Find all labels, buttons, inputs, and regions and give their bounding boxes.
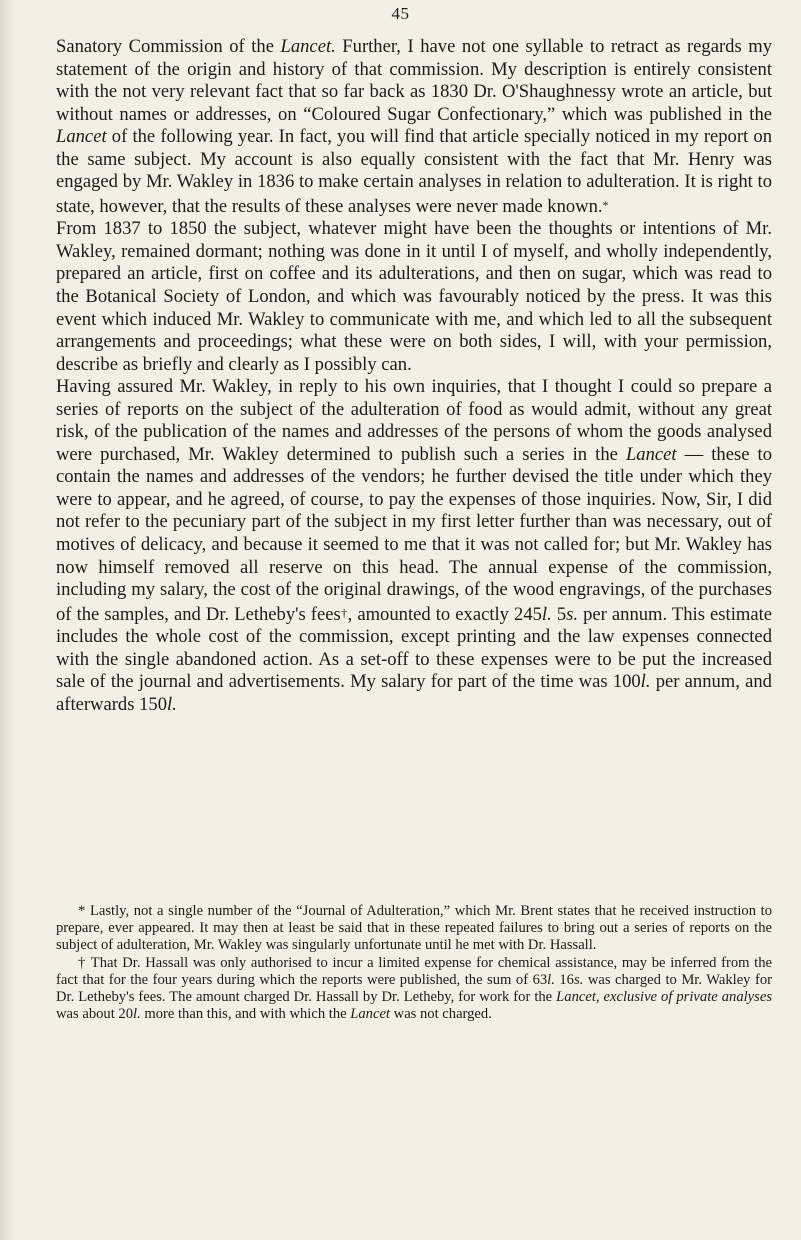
text-run: per annum, and afterwards 150 — [56, 671, 772, 715]
text-run: † That Dr. Hassall was only authorised to incur a limited expense for chemical assistance, may be inferred from the fact that for the four years during which the reports were published, the sum of 63 — [56, 954, 772, 988]
italic-text: l. — [167, 693, 177, 715]
page-edge-shadow — [0, 0, 14, 1240]
italic-text: l. — [541, 603, 552, 625]
text-run: per annum. This estimate includes the whole cost of the commission, except printing and the law expenses connected with the single abandoned action. As a set-off to these expenses were to be put the increased sale of the journal and advertisements. My salary for part of the time was 100 — [56, 603, 772, 693]
text-run: From 1837 to 1850 the subject, whatever might have been the thoughts or intentions of Mr. Wakley, remained dormant; nothing was done in it until I of myself, and wholly independently, prepared an article, first on coffee and its adulterations, and then on sugar, which was read to the Botanical Society of London, and which was favourably noticed by the press. It was this event which induced Mr. Wakley to communicate with me, and which led to all the subsequent arrangements and proceedings; what these were on both sides, I will, with your permission, describe as briefly and clearly as I possibly can. — [56, 218, 772, 375]
text-run: of the following year. In fact, you will find that article specially noticed in my report on the same subject. My account is also equally consistent with the fact that Mr. Henry was engaged by Mr. Wakley in 1836 to make certain analyses in relation to adulteration. It is right to state, however, that the results of these analyses were never made known. — [56, 126, 772, 217]
text-run: 5 — [551, 603, 567, 625]
text-run: Having assured Mr. Wakley, in reply to his own inquiries, that I thought I could so prepare a series of reports on the subject of the adulteration of food as would admit, without any great risk, of the publication of the names and addresses of the persons of whom the goods analysed were purchased, Mr. Wakley determined to publish such a series in the — [56, 376, 772, 465]
footnote-reference-mark: † — [340, 605, 348, 620]
text-run: * Lastly, not a single number of the “Journal of Adulteration,” which Mr. Brent states that he received instruction to prepare, ever appeared. It may then at least be said that in these repeated failures to bring out a series of reports on the subject of adulteration, Mr. Wakley was singularly unfortunate until he met with Dr. Hassall. — [56, 903, 772, 954]
footnote-dagger — [56, 955, 772, 1024]
text-run: was not charged. — [390, 1006, 492, 1023]
text-run: 16 — [554, 971, 574, 988]
italic-text: Lancet. — [280, 36, 336, 57]
text-run: more than this, and with which the — [140, 1006, 351, 1023]
footnotes — [56, 903, 772, 1023]
italic-text: Lancet, exclusive of private analyses — [556, 989, 772, 1006]
italic-text: l. — [133, 1006, 141, 1023]
italic-text: l. — [547, 971, 555, 988]
paragraph-1 — [56, 36, 772, 218]
italic-text: Lancet — [625, 443, 677, 465]
text-run: , amounted to exactly 245 — [347, 603, 542, 625]
italic-text: s. — [573, 971, 584, 988]
text-run: was charged to Mr. Wakley for Dr. Letheby's fees. The amount charged Dr. Hassall by Dr. Letheby, for work for the — [56, 971, 772, 1006]
paragraph-3 — [56, 376, 772, 716]
italic-text: s. — [566, 603, 579, 625]
text-run: Sanatory Commission of the — [56, 36, 281, 57]
paragraph-2 — [56, 218, 772, 376]
body-text — [56, 36, 772, 716]
text-run: — these to contain the names and addresses of the vendors; he further devised the title under which they were to appear, and he agreed, of course, to pay the expenses of those inquiries. Now, Sir, I did not refer to the pecuniary part of the subject in my first letter further than was necessary, out of motives of delicacy, and because it seemed to me that it was not called for; but Mr. Wakley has now himself removed all reserve on this head. The annual expense of the commission, including my salary, the cost of the original drawings, of the wood engravings, of the purchases of the samples, and Dr. Letheby's fees — [56, 443, 772, 625]
footnote-asterisk — [56, 903, 772, 955]
italic-text: Lancet — [350, 1006, 390, 1023]
text-run: was about 20 — [56, 1006, 134, 1023]
italic-text: l. — [640, 671, 651, 693]
page-number: 45 — [391, 4, 410, 23]
footnote-reference-mark: * — [602, 197, 609, 212]
text-run: Further, I have not one syllable to retract as regards my statement of the origin and history of that commission. My description is entirely consistent with the not very relevant fact that so far back as 1830 Dr. O'Shaughnessy wrote an article, but without names or addresses, on “Coloured Sugar Confectionary,” which was published in the — [56, 36, 772, 125]
italic-text: Lancet — [56, 126, 107, 148]
